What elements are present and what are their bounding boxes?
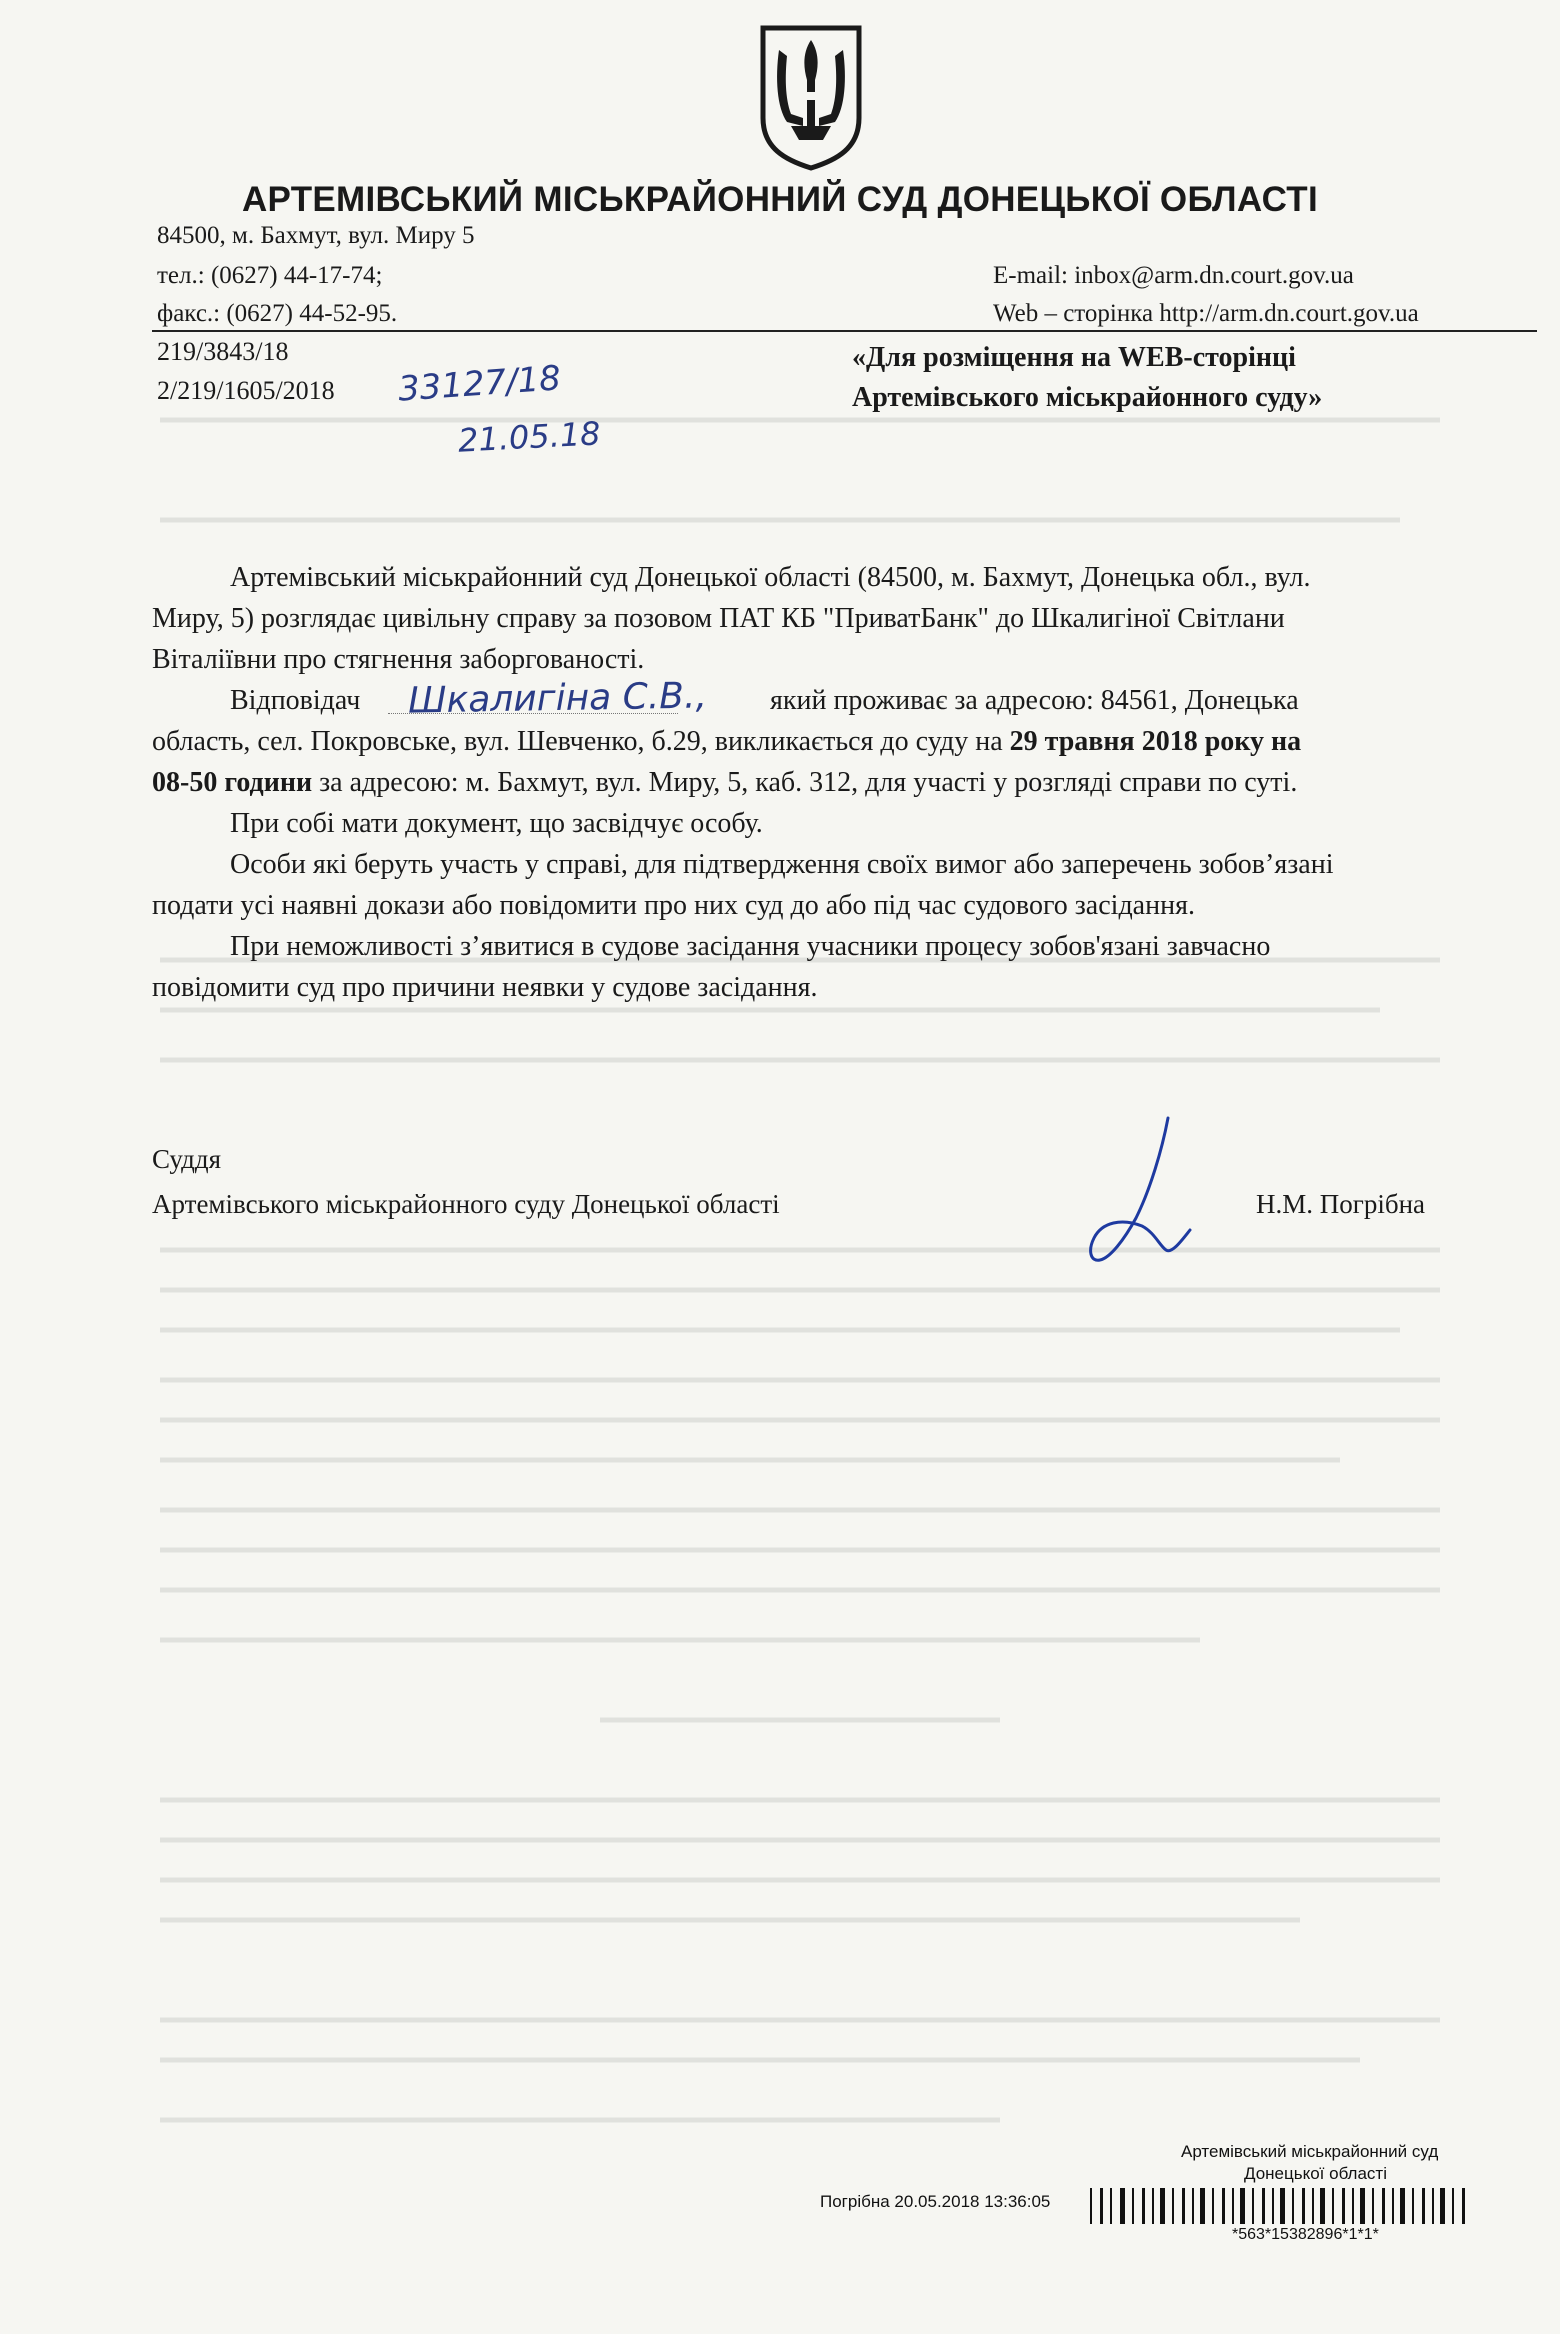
web-publication-note bbox=[852, 338, 1322, 418]
intro-line-2: Миру, 5) розглядає цивільну справу за позовом ПАТ КБ "ПриватБанк" до Шкалигіної Світлани bbox=[152, 603, 1285, 634]
defendant-address-start: який проживає за адресою: 84561, Донецька bbox=[770, 685, 1299, 716]
barcode bbox=[1090, 2188, 1468, 2224]
stamp-court-line-1: Артемівський міськрайонний суд bbox=[1181, 2142, 1439, 2161]
signature-title: Суддя bbox=[152, 1144, 222, 1174]
summons-location: за адресою: м. Бахмут, вул. Миру, 5, каб. 312, для участі у розгляді справи по суті. bbox=[312, 767, 1298, 798]
header-divider bbox=[152, 330, 1537, 332]
court-fax: факс.: (0627) 44-52-95. bbox=[157, 300, 398, 327]
web-note-line-1: «Для розміщення на WEB-сторінці bbox=[852, 342, 1296, 373]
barcode-text: *563*15382896*1*1* bbox=[1232, 2226, 1379, 2243]
handwritten-defendant-name: Шкалигіна С.В., bbox=[407, 675, 708, 722]
web-note-line-2: Артемівського міськрайонного суду» bbox=[852, 382, 1323, 413]
summons-time: 08-50 години bbox=[152, 767, 313, 798]
summons-address-text: область, сел. Покровське, вул. Шевченко, б.29, викликається до суду на bbox=[152, 726, 1010, 757]
summons-line-2 bbox=[152, 767, 1297, 799]
court-address: 84500, м. Бахмут, вул. Миру 5 bbox=[157, 222, 475, 249]
absence-line-2: повідомити суд про причини неявки у судове засідання. bbox=[152, 972, 818, 1003]
intro-line-3: Віталіївни про стягнення заборгованості. bbox=[152, 644, 645, 675]
case-number: 219/3843/18 bbox=[157, 337, 289, 366]
judge-signature bbox=[1050, 1110, 1220, 1280]
court-name-heading: АРТЕМІВСЬКИЙ МІСЬКРАЙОННИЙ СУД ДОНЕЦЬКОЇ ОБЛАСТІ bbox=[241, 180, 1319, 219]
handwritten-registration-date: 21.05.18 bbox=[457, 414, 602, 460]
document-requirement: При собі мати документ, що засвідчує особу. bbox=[230, 808, 763, 839]
court-website: Web – сторінка http://arm.dn.court.gov.ua bbox=[993, 300, 1419, 327]
summons-date: 29 травня 2018 року на bbox=[1009, 726, 1302, 757]
handwritten-registration-number: 33127/18 bbox=[396, 358, 563, 410]
judge-name: Н.М. Погрібна bbox=[1256, 1189, 1426, 1219]
stamp-signed-by: Погрібна 20.05.2018 13:36:05 bbox=[820, 2192, 1051, 2211]
stamp-court-line-2: Донецької області bbox=[1244, 2164, 1387, 2183]
absence-line-1: При неможливості з’явитися в судове засідання учасники процесу зобов'язані завчасно bbox=[230, 931, 1271, 962]
signature-position: Артемівського міськрайонного суду Донецької області bbox=[152, 1189, 780, 1219]
coat-of-arms-emblem bbox=[757, 22, 865, 172]
proceeding-number: 2/219/1605/2018 bbox=[157, 376, 335, 405]
summons-line-1 bbox=[152, 726, 1301, 758]
court-email: E-mail: inbox@arm.dn.court.gov.ua bbox=[993, 262, 1354, 289]
intro-line-1: Артемівський міськрайонний суд Донецької області (84500, м. Бахмут, Донецька обл., вул. bbox=[230, 562, 1311, 593]
defendant-label: Відповідач bbox=[230, 685, 361, 716]
court-phone: тел.: (0627) 44-17-74; bbox=[157, 262, 383, 289]
evidence-line-1: Особи які беруть участь у справі, для підтвердження своїх вимог або заперечень зобов’язані bbox=[230, 849, 1334, 880]
evidence-line-2: подати усі наявні докази або повідомити про них суд до або під час судового засідання. bbox=[152, 890, 1195, 921]
